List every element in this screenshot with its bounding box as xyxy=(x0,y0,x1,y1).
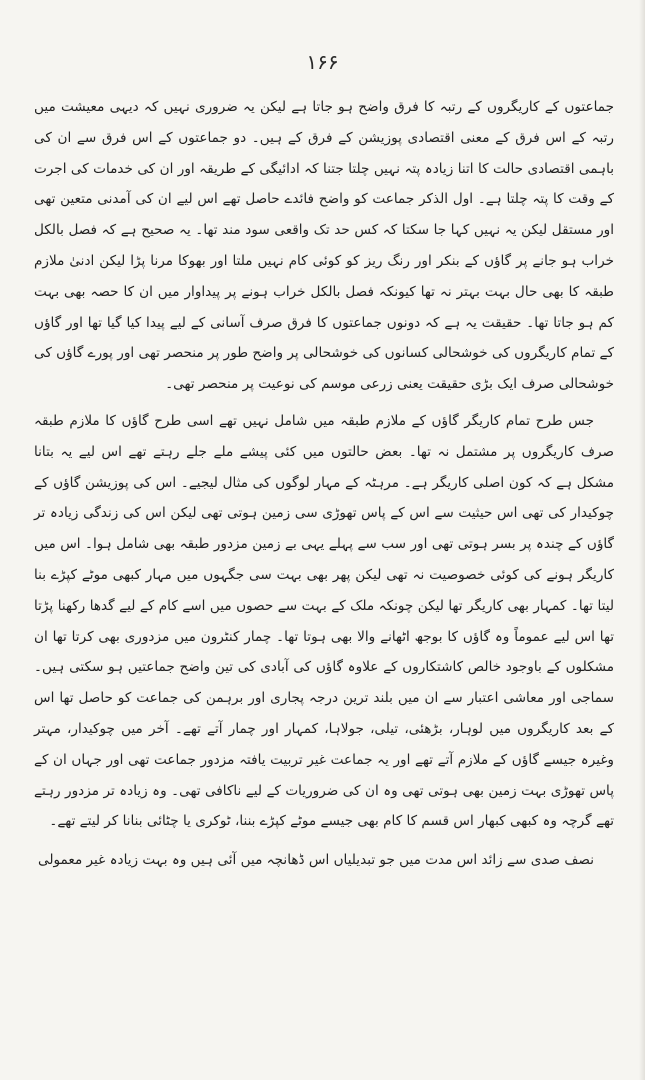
paragraph-2: جس طرح تمام کاریگر گاؤں کے ملازم طبقہ میں شامل نہیں تھے اسی طرح گاؤں کا ملازم طبقہ صرف کاریگروں پر مشتمل نہ تھا۔ بعض حالتوں میں کئی پیشے ملے جلے رہتے تھے اس لیے یہ بتانا مشکل ہے کہ کون اصلی کاریگر ہے۔ مرہٹہ کے مہار لوگوں کی مثال لیجیے۔ اس کی پوزیشن گاؤں کے چوکیدار کی تھی اس حیثیت سے اس کے پاس تھوڑی سی زمین ہوتی تھی لیکن اس کی زندگی زیادہ تر گاؤں کے چندہ پر بسر ہوتی تھی اور سب سے پہلے یہی بے زمین مزدور طبقہ بھی شامل ہوا۔ اس میں کاریگر ہونے کی کوئی خصوصیت نہ تھی لیکن پھر بھی بہت سی جگہوں میں مہار کبھی موٹے کپڑے بنا لیتا تھا۔ کمہار بھی کاریگر تھا لیکن چونکہ ملک کے بہت سے حصوں میں اسے کام کے لیے گدھا رکھنا پڑتا تھا اس لیے عموماً وہ گاؤں کا بوجھ اٹھانے والا بھی ہوتا تھا۔ چمار کنٹرون میں مزدوری بھی کرتا تھا ان مشکلوں کے باوجود خالص کاشتکاروں کے علاوہ گاؤں کی آبادی کی تین واضح جماعتیں ہو سکتی ہیں۔ سماجی اور معاشی اعتبار سے ان میں بلند ترین درجہ پجاری اور برہمن کی جماعت کو حاصل تھا اس کے بعد کاریگروں میں لوہار، بڑھئی، تیلی، جولاہا، کمہار اور چمار آتے تھے۔ آخر میں چوکیدار، مہتر وغیرہ جیسے گاؤں کے ملازم آتے تھے اور یہ جماعت غیر تربیت یافتہ مزدور جماعت تھی اور جہاں ان کے پاس تھوڑی بہت زمین بھی ہوتی تھی وہ ان کی ضروریات کے لیے ناکافی تھی۔ وہ زیادہ تر مزدور رہتے تھے گرچہ وہ کبھی کبھار اس قسم کا کام بھی جیسے موٹے کپڑے بننا، ٹوکری یا چٹائی بنانا کر لیتے تھے۔ xyxy=(34,412,614,830)
paragraph-3: نصف صدی سے زائد اس مدت میں جو تبدیلیاں اس ڈھانچہ میں آئی ہیں وہ بہت زیادہ غیر معمولی xyxy=(38,852,594,869)
page-number: ۱۶۶ xyxy=(306,50,339,74)
page-edge-shadow xyxy=(639,0,645,1080)
paragraph-1: جماعتوں کے کاریگروں کے رتبہ کا فرق واضح ہو جاتا ہے لیکن یہ ضروری نہیں کہ دیہی معیشت میں رتبہ کے اس فرق کے معنی اقتصادی پوزیشن کے فرق کے ہیں۔ دو جماعتوں کے اس فرق سے ان کی باہمی اقتصادی حالت کا اتنا زیادہ پتہ نہیں چلتا جتنا کہ ادائیگی کے طریقہ اور ان کی خدمات کی اجرت کے وقت کا پتہ چلتا ہے۔ اول الذکر جماعت کو واضح فائدے حاصل تھے اس لیے ان کی آمدنی متعین تھی اور مستقل لیکن یہ نہیں کہا جا سکتا کہ کس حد تک واقعی سود مند تھا۔ یہ صحیح ہے کہ فصل بالکل خراب ہو جانے پر گاؤں کے بنکر اور رنگ ریز کو کوئی کام نہیں ملتا اور بھوکا مرنا پڑا لیکن ادنیٰ ملازم طبقہ کا بھی حال بہت بہتر نہ تھا کیونکہ فصل بالکل خراب ہونے پر پیداوار میں ان کا حصہ بھی بہت کم ہو جاتا تھا۔ حقیقت یہ ہے کہ دونوں جماعتوں کا فرق صرف آسانی کے لیے پیدا کیا گیا تھا اور گاؤں کے تمام کاریگروں کی خوشحالی کسانوں کی خوشحالی پر واضح طور پر منحصر تھی اور پورے گاؤں کی خوشحالی صرف ایک بڑی حقیقت یعنی زرعی موسم کی نوعیت پر منحصر تھی۔ xyxy=(34,99,614,393)
body-text xyxy=(34,92,614,876)
